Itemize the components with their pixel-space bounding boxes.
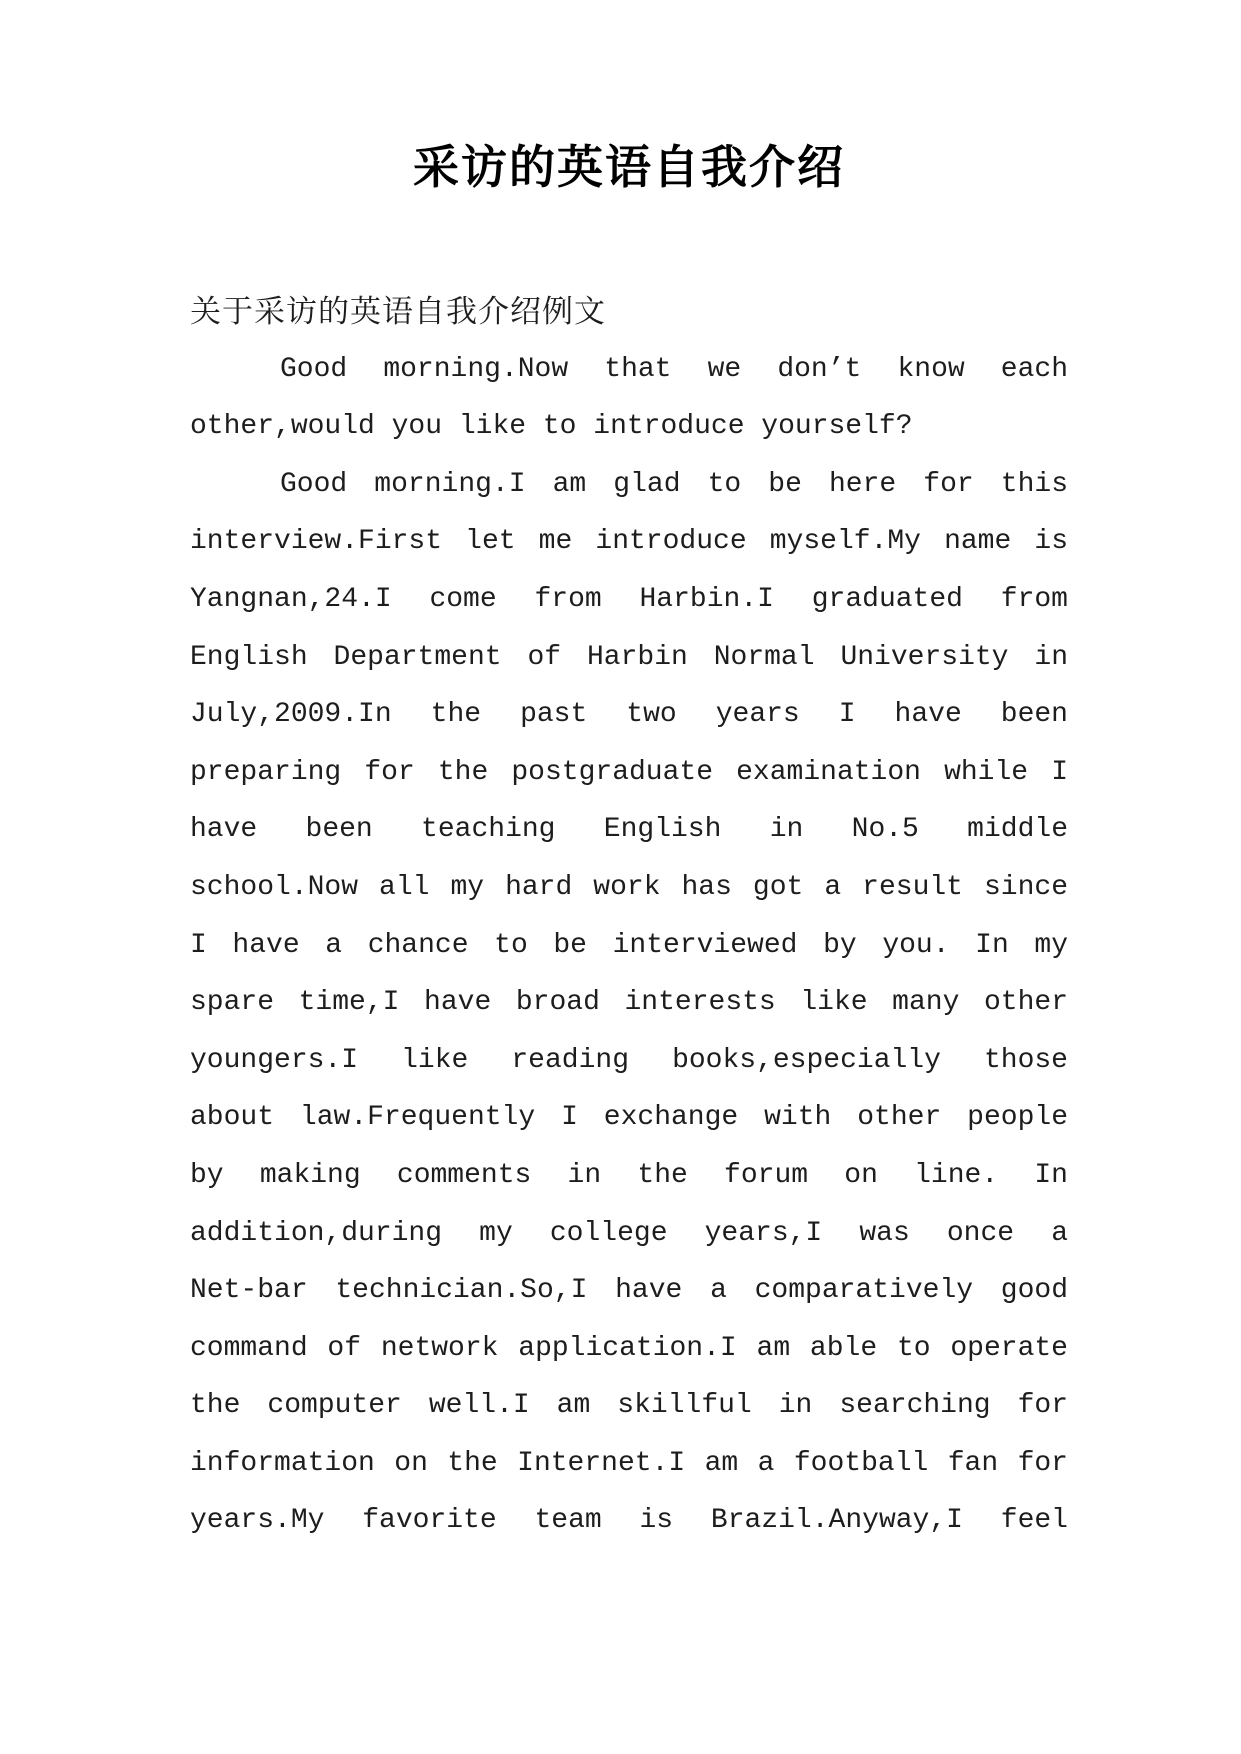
text-line: I have a chance to be interviewed by you. In my [190,929,1068,961]
text-line: Yangnan,24.I come from Harbin.I graduated from [190,583,1068,615]
text-line: preparing for the postgraduate examination while I [190,756,1068,788]
paragraph [190,283,1068,341]
text-line: by making comments in the forum on line. In [190,1159,1068,1191]
text-line: Good morning.Now that we don’t know each [280,353,1068,385]
text-line: Good morning.I am glad to be here for this [280,468,1068,500]
document-title: 采访的英语自我介绍 [413,142,845,193]
text-line: the computer well.I am skillful in searching for [190,1390,1068,1422]
text-line: interview.First let me introduce myself.My name is [190,526,1068,558]
text-line: other,would you like to introduce yourself? [190,411,913,443]
document-body [190,283,1068,1550]
text-line: spare time,I have broad interests like many other [190,987,1068,1019]
paragraph [190,341,1068,456]
text-line: youngers.I like reading books,especially those [190,1044,1068,1076]
text-line: school.Now all my hard work has got a result since [190,871,1068,903]
text-line: July,2009.In the past two years I have been [190,699,1068,731]
text-line: have been teaching English in No.5 middle [190,814,1068,846]
text-line: Net-bar technician.So,I have a comparatively good [190,1275,1068,1307]
text-line: years.My favorite team is Brazil.Anyway,I feel [190,1505,1068,1537]
paragraph [190,456,1068,1550]
text-line: 关于采访的英语自我介绍例文 [190,294,606,329]
text-line: addition,during my college years,I was once a [190,1217,1068,1249]
text-line: about law.Frequently I exchange with other people [190,1102,1068,1134]
text-line: English Department of Harbin Normal University in [190,641,1068,673]
text-line: information on the Internet.I am a football fan for [190,1447,1068,1479]
text-line: command of network application.I am able to operate [190,1332,1068,1364]
